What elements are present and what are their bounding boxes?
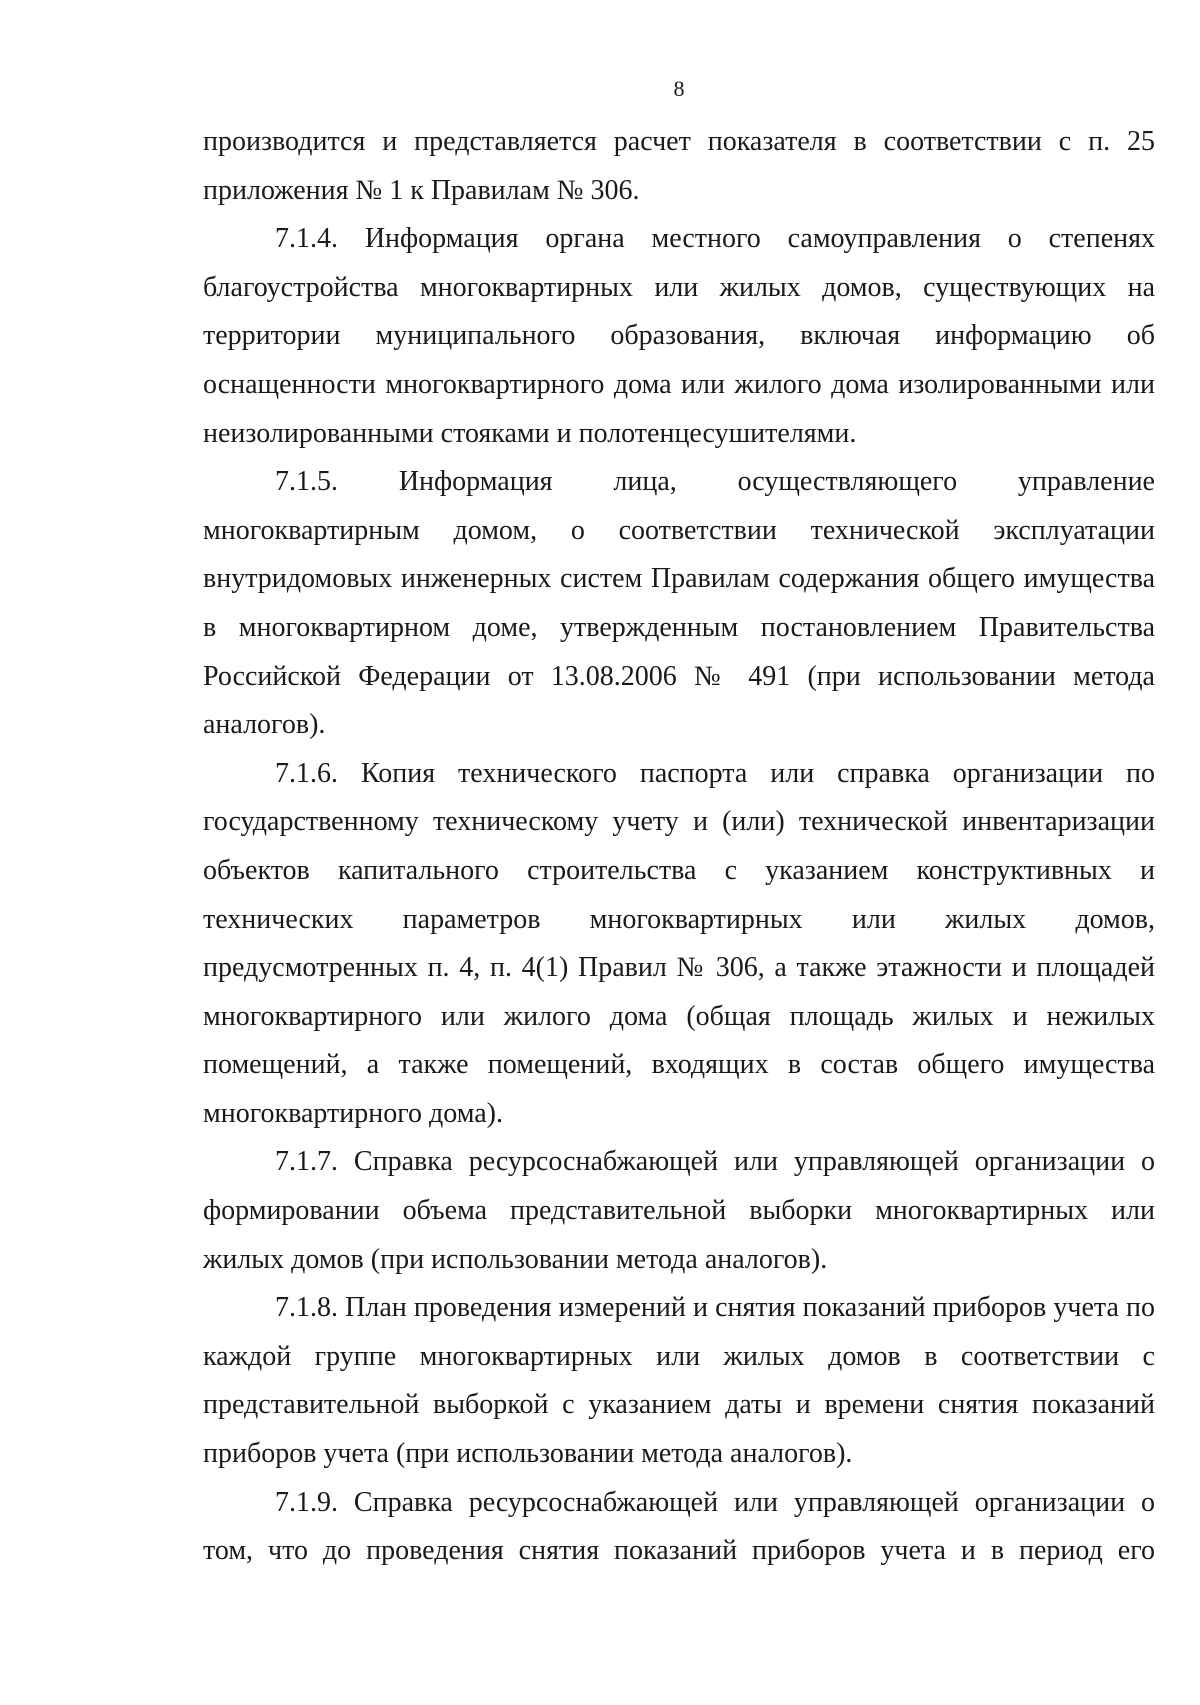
paragraph-7-1-8: 7.1.8. План проведения измерений и снятия показаний приборов учета по каждой группе многоквартирных или жилых домов в соответствии с представительной выборкой с указанием даты и времени снятия показаний приборов учета (при использовании метода аналогов). bbox=[203, 1292, 1155, 1470]
paragraph-7-1-9: 7.1.9. Справка ресурсоснабжающей или управляющей организации о том, что до проведения снятия показаний приборов учета и в период его bbox=[203, 1486, 1155, 1567]
paragraph-7-1-4: 7.1.4. Информация органа местного самоуправления о степенях благоустройства многоквартирных или жилых домов, существующих на территории муниципального образования, включая информацию об оснащенности многоквартирного дома или жилого дома изолированными или неизолированными стояками и полотенцесушителями. bbox=[203, 223, 1155, 449]
paragraph-continuation: производится и представляется расчет показателя в соответствии с п. 25 приложения № 1 к Правилам № 306. bbox=[203, 126, 1155, 206]
paragraph-7-1-6: 7.1.6. Копия технического паспорта или справка организации по государственному техническому учету и (или) технической инвентаризации объектов капитального строительства с указанием конструктивных и технических параметров многоквартирных или жилых домов, предусмотренных п. 4, п. 4(1) Правил № 306, а также этажности и площадей многоквартирного или жилого дома (общая площадь жилых и нежилых помещений, а также помещений, входящих в состав общего имущества многоквартирного дома). bbox=[203, 757, 1155, 1129]
document-body bbox=[203, 118, 1155, 1576]
paragraph-7-1-7: 7.1.7. Справка ресурсоснабжающей или управляющей организации о формировании объема представительной выборки многоквартирных или жилых домов (при использовании метода аналогов). bbox=[203, 1146, 1155, 1275]
page-number: 8 bbox=[673, 76, 685, 101]
paragraph-7-1-5: 7.1.5. Информация лица, осуществляющего управление многоквартирным домом, о соответствии технической эксплуатации внутридомовых инженерных систем Правилам содержания общего имущества в многоквартирном доме, утвержденным постановлением Правительства Российской Федерации от 13.08.2006 № 491 (при использовании метода аналогов). bbox=[203, 466, 1155, 741]
